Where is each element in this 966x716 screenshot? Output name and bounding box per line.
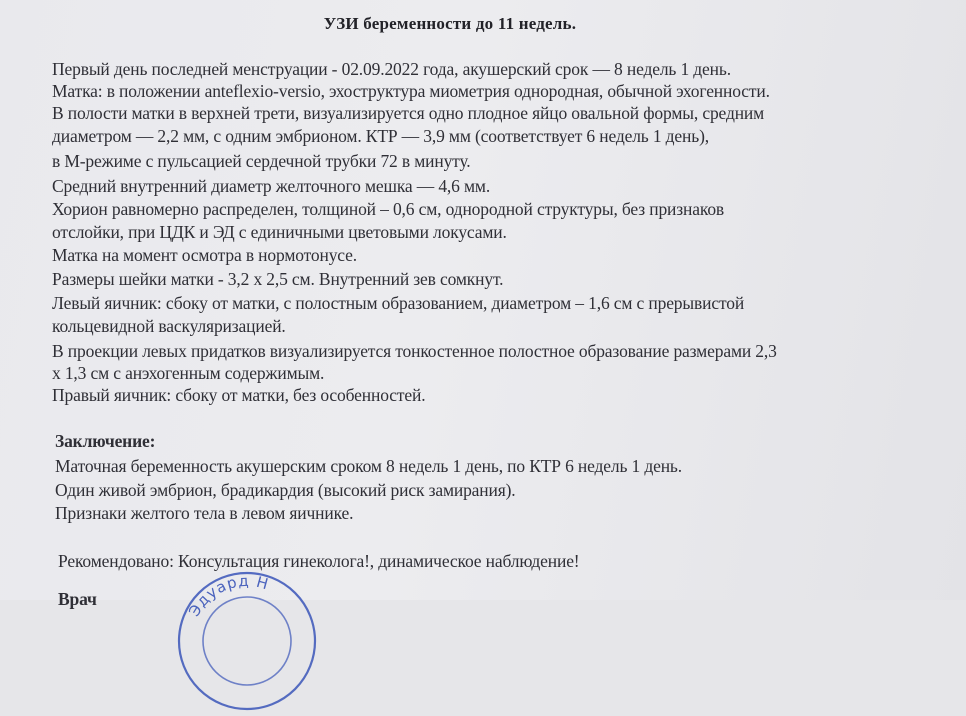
conclusion-line: Один живой эмбрион, брадикардия (высокий риск замирания). (55, 480, 516, 500)
conclusion-heading: Заключение: (55, 431, 156, 451)
conclusion-line: Маточная беременность акушерским сроком 8 недель 1 день, по КТР 6 недель 1 день. (55, 456, 682, 476)
report-line: диаметром — 2,2 мм, с одним эмбрионом. КТР — 3,9 мм (соответствует 6 недель 1 день), (52, 126, 709, 146)
stamp-text: Эдуард Н (184, 571, 272, 620)
report-line: отслойки, при ЦДК и ЭД с единичными цветовыми локусами. (52, 222, 507, 242)
report-line: Правый яичник: сбоку от матки, без особенностей. (52, 385, 426, 405)
report-line: в М-режиме с пульсацией сердечной трубки 72 в минуту. (52, 151, 471, 171)
report-line: Левый яичник: сбоку от матки, с полостным образованием, диаметром – 1,6 см с прерывистой (52, 293, 745, 313)
report-line: Матка на момент осмотра в нормотонусе. (52, 245, 357, 265)
doctor-label: Врач (58, 589, 97, 609)
report-line: кольцевидной васкуляризацией. (52, 316, 286, 336)
document-title: УЗИ беременности до 11 недель. (323, 14, 577, 33)
report-line: Размеры шейки матки - 3,2 х 2,5 см. Внутренний зев сомкнут. (52, 269, 504, 289)
conclusion-line: Признаки желтого тела в левом яичнике. (55, 503, 354, 523)
doctor-stamp (172, 566, 322, 716)
report-line: Матка: в положении anteflexio-versio, эхоструктура миометрия однородная, обычной эхогенности. (52, 81, 770, 101)
report-line: В проекции левых придатков визуализируется тонкостенное полостное образование размерами 2,3 (52, 341, 777, 361)
report-line: Первый день последней менструации - 02.09.2022 года, акушерский срок — 8 недель 1 день. (52, 59, 731, 79)
report-line: х 1,3 см с анэхогенным содержимым. (52, 363, 325, 383)
report-line: Хорион равномерно распределен, толщиной – 0,6 см, однородной структуры, без признаков (52, 199, 725, 219)
report-line: Средний внутренний диаметр желточного мешка — 4,6 мм. (52, 176, 491, 196)
report-line: В полости матки в верхней трети, визуализируется одно плодное яйцо овальной формы, средним (52, 103, 765, 123)
recommendation-line: Рекомендовано: Консультация гинеколога!, динамическое наблюдение! (58, 551, 580, 571)
svg-text:Эдуард Н (185, 572, 271, 620)
